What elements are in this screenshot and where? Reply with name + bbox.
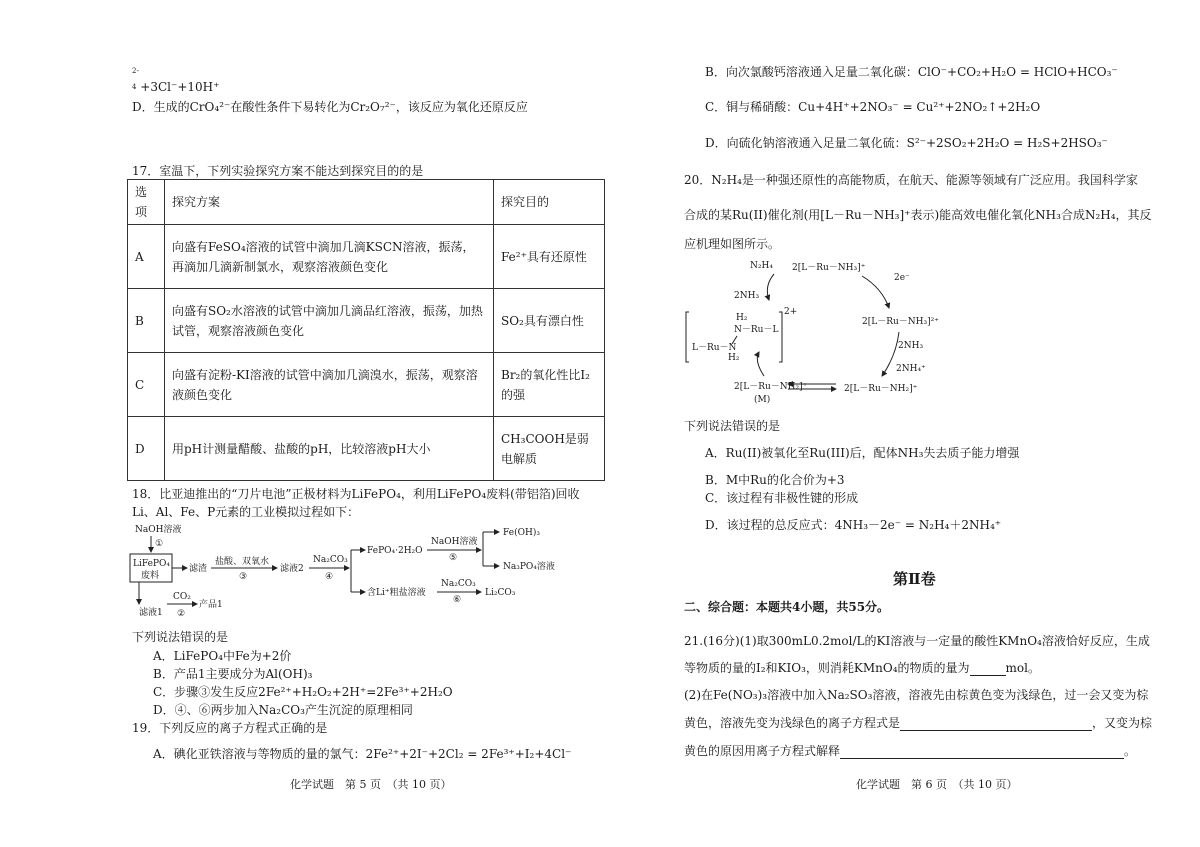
flow-co2: CO₂ xyxy=(173,592,191,602)
flow-fepo4: FePO₄·2H₂O xyxy=(367,546,423,556)
flow-naoh-b: NaOH溶液 xyxy=(431,537,478,547)
table-header-plan: 探究方案 xyxy=(165,180,494,225)
question20-option-c: C．该过程有非极性键的形成 xyxy=(705,491,859,505)
question21-line5 xyxy=(684,743,1136,759)
q21-line4-text: 黄色，溶液先变为浅绿色的离子方程式是 xyxy=(684,716,901,730)
flow-step5: ⑤ xyxy=(449,553,458,563)
table-row xyxy=(128,225,605,289)
question21-line2 xyxy=(684,660,1040,676)
question18-line2: Li、Al、Fe、P元素的工业模拟过程如下： xyxy=(132,505,360,519)
cycle-2e: 2e⁻ xyxy=(894,273,910,283)
row-option: B xyxy=(128,289,165,353)
superscript-fragment: 2- 4 xyxy=(132,67,139,91)
page-footer-right: 化学试题 第 6 页 （共 10 页） xyxy=(856,778,1018,791)
flow-na2co3-a: Na₂CO₃ xyxy=(313,555,348,565)
dimer-h2-top: H₂ xyxy=(736,313,748,323)
cycle-arrow xyxy=(757,352,764,376)
dimer-row2: L－Ru－N xyxy=(692,343,737,353)
question21-line4 xyxy=(684,715,1152,731)
question18-option-a: A．LiFePO₄中Fe为+2价 xyxy=(153,649,292,663)
flow-li2co3: Li₂CO₃ xyxy=(485,588,516,598)
flow-acid: 盐酸、双氧水 xyxy=(215,557,270,567)
flow-residue: 滤渣 xyxy=(189,564,208,574)
fragment-text: +3Cl⁻+10H⁺ xyxy=(140,80,220,94)
flow-step4: ④ xyxy=(325,572,334,582)
question19-option-c: C．铜与稀硝酸：Cu+4H⁺+2NO₃⁻ = Cu²⁺+2NO₂↑+2H₂O xyxy=(705,100,1041,114)
q21-line5-text: 黄色的原因用离子方程式解释 xyxy=(684,744,841,758)
flow-box-line1: LiFePO₄ xyxy=(133,559,170,569)
flow-naoh-top: NaOH溶液 xyxy=(135,525,182,535)
row-plan: 向盛有FeSO₄溶液的试管中滴加几滴KSCN溶液，振荡，再滴加几滴新制氯水，观察溶液颜色变化 xyxy=(165,225,494,289)
q21-line4-tail: ，又变为棕 xyxy=(1092,716,1153,730)
question21-line3: (2)在Fe(NO₃)₃溶液中加入Na₂SO₃溶液，溶液先由棕黄色变为浅绿色，过一会又变为棕 xyxy=(684,688,1149,702)
bracket-left xyxy=(686,312,689,362)
question20-option-a: A．Ru(II)被氧化至Ru(III)后，配体NH₃失去质子能力增强 xyxy=(705,446,1020,460)
cycle-nh4-right: 2NH₄⁺ xyxy=(896,364,926,374)
dimer-charge: 2+ xyxy=(784,307,798,317)
question19-stem: 19．下列反应的离子方程式正确的是 xyxy=(132,721,328,735)
table-header-goal: 探究目的 xyxy=(494,180,605,225)
part2-title: 第Ⅱ卷 xyxy=(893,570,936,588)
flow-na3po4: Na₃PO₄溶液 xyxy=(503,562,555,572)
row-goal: Fe²⁺具有还原性 xyxy=(494,225,605,289)
row-plan: 向盛有淀粉-KI溶液的试管中滴加几滴溴水，振荡，观察溶液颜色变化 xyxy=(165,353,494,417)
question20-option-b: B．M中Ru的化合价为+3 xyxy=(705,473,845,487)
dimer-row1: N－Ru－L xyxy=(734,325,779,335)
question20-line3: 应机理如图所示。 xyxy=(684,237,781,251)
question20-line2: 合成的某Ru(II)催化剂(用[L－Ru－NH₃]⁺表示)能高效电催化氧化NH₃合成N₂H₄，其反 xyxy=(684,208,1152,222)
flow-step3: ③ xyxy=(239,572,248,582)
flow-filtrate1: 滤液1 xyxy=(139,608,163,618)
q21-line2-text: 等物质的量的I₂和KIO₃，则消耗KMnO₄的物质的量为 xyxy=(684,661,970,675)
table-row xyxy=(128,289,605,353)
recycling-flowchart xyxy=(127,520,597,620)
row-plan: 向盛有SO₂水溶液的试管中滴加几滴品红溶液，振荡，加热试管，观察溶液颜色变化 xyxy=(165,289,494,353)
cycle-m-label: (M) xyxy=(754,395,771,405)
row-plan: 用pH计测量醋酸、盐酸的pH，比较溶液pH大小 xyxy=(165,417,494,481)
cycle-nh3-right: 2NH₃ xyxy=(898,341,924,351)
question16-option-d: D．生成的CrO₄²⁻在酸性条件下易转化为Cr₂O₇²⁻，该反应为氧化还原反应 xyxy=(132,100,528,114)
question19-option-a: A．碘化亚铁溶液与等物质的量的氯气：2Fe²⁺+2I⁻+2Cl₂ = 2Fe³⁺+I₂+4Cl⁻ xyxy=(153,747,572,761)
table-header-row xyxy=(128,180,605,225)
flow-filtrate2: 滤液2 xyxy=(280,564,304,574)
flow-step2: ② xyxy=(177,609,186,619)
part2-description: 二、综合题：本题共4小题，共55分。 xyxy=(684,600,890,614)
row-goal: CH₃COOH是弱电解质 xyxy=(494,417,605,481)
cycle-bottom-left: 2[L－Ru－NH₂]⁺ xyxy=(734,382,808,392)
question18-option-b: B．产品1主要成分为Al(OH)₃ xyxy=(153,667,313,681)
flow-box-line2: 废料 xyxy=(141,571,160,581)
answer-blank[interactable] xyxy=(970,663,1006,676)
cycle-nh3-left: 2NH₃ xyxy=(734,291,760,301)
question18-option-c: C．步骤③发生反应2Fe²⁺+H₂O₂+2H⁺=2Fe³⁺+2H₂O xyxy=(153,685,453,699)
flow-step1: ① xyxy=(155,539,164,549)
page-footer-left: 化学试题 第 5 页 （共 10 页） xyxy=(290,778,452,791)
row-option: A xyxy=(128,225,165,289)
dimer-h2-bottom: H₂ xyxy=(728,353,740,363)
flow-product1: 产品1 xyxy=(199,600,223,610)
question18-intro: 下列说法错误的是 xyxy=(132,630,229,644)
cycle-n2h4: N₂H₄ xyxy=(750,261,773,271)
question18-option-d: D．④、⑥两步加入Na₂CO₃产生沉淀的原理相同 xyxy=(153,703,413,717)
table-row xyxy=(128,353,605,417)
q21-line2-unit: mol。 xyxy=(1005,661,1040,675)
question20-line1: 20．N₂H₄是一种强还原性的高能物质，在航天、能源等领域有广泛应用。我国科学家 xyxy=(684,173,1138,187)
question21-line1: 21.(16分)(1)取300mL0.2mol/L的KI溶液与一定量的酸性KMnO₄溶液恰好反应，生成 xyxy=(684,634,1150,648)
cycle-arrow xyxy=(767,274,774,300)
bracket-right xyxy=(779,312,782,362)
table-row xyxy=(128,417,605,481)
question16-fragment xyxy=(132,63,219,95)
row-goal: Br₂的氧化性比I₂的强 xyxy=(494,353,605,417)
question20-option-d: D．该过程的总反应式：4NH₃－2e⁻ = N₂H₄＋2NH₄⁺ xyxy=(705,518,1002,532)
table-header-option: 选项 xyxy=(128,180,165,225)
flow-step6: ⑥ xyxy=(453,595,462,605)
question17-stem: 17．室温下，下列实验探究方案不能达到探究目的的是 xyxy=(132,164,424,178)
cycle-bottom-right: 2[L－Ru－NH₂]⁺ xyxy=(844,384,918,394)
cycle-arrow xyxy=(862,276,889,308)
question19-option-b: B．向次氯酸钙溶液通入足量二氧化碳：ClO⁻+CO₂+H₂O = HClO+HCO₃⁻ xyxy=(705,65,1118,79)
question19-option-d: D．向硫化钠溶液通入足量二氧化硫：S²⁻+2SO₂+2H₂O = H₂S+2HSO₃⁻ xyxy=(705,136,1108,150)
cycle-top-species: 2[L－Ru－NH₃]⁺ xyxy=(792,263,866,273)
flow-li-crude: 含Li⁺粗盐溶液 xyxy=(367,588,426,598)
catalytic-cycle-diagram xyxy=(684,256,974,406)
q21-line5-tail: 。 xyxy=(1124,744,1137,758)
row-goal: SO₂具有漂白性 xyxy=(494,289,605,353)
answer-blank[interactable] xyxy=(900,718,1092,731)
flow-feoh3: Fe(OH)₃ xyxy=(503,528,540,538)
question20-intro: 下列说法错误的是 xyxy=(684,419,781,433)
flow-na2co3-b: Na₂CO₃ xyxy=(441,579,476,589)
row-option: C xyxy=(128,353,165,417)
answer-blank[interactable] xyxy=(840,746,1124,759)
row-option: D xyxy=(128,417,165,481)
cycle-right-species: 2[L－Ru－NH₃]²⁺ xyxy=(862,317,939,327)
experiment-table xyxy=(127,179,605,481)
question18-line1: 18．比亚迪推出的“刀片电池”正极材料为LiFePO₄，利用LiFePO₄废料(带铝箔)回收 xyxy=(132,487,580,501)
